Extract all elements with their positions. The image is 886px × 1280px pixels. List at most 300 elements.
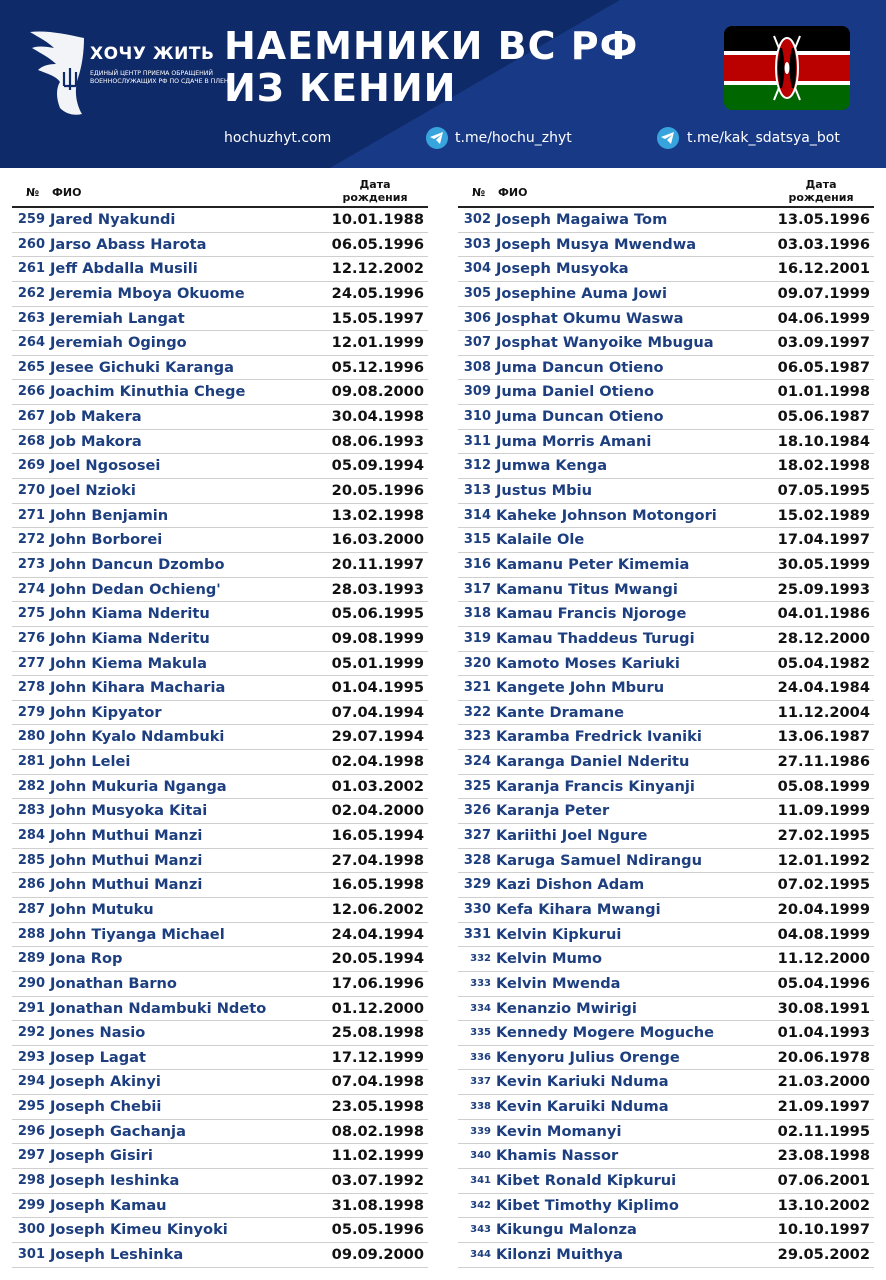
row-birth-date: 08.06.1993 (331, 432, 424, 450)
row-name: Joachim Kinuthia Chege (50, 383, 246, 401)
row-birth-date: 18.10.1984 (777, 432, 870, 450)
table-header (12, 176, 428, 208)
row-name: Jeremia Mboya Okuome (50, 284, 245, 302)
row-birth-date: 17.04.1997 (777, 531, 870, 549)
table-row (458, 701, 874, 726)
row-name: Kenanzio Mwirigi (496, 999, 637, 1017)
row-birth-date: 28.12.2000 (777, 629, 870, 647)
table-row (458, 799, 874, 824)
row-number: 329 (463, 877, 491, 893)
row-birth-date: 03.07.1992 (331, 1171, 424, 1189)
row-name: Justus Mbiu (496, 482, 592, 500)
column-header-date: Дата рождения (342, 178, 408, 204)
row-birth-date: 13.05.1996 (777, 211, 870, 228)
table-row (458, 1169, 874, 1194)
row-birth-date: 11.02.1999 (331, 1147, 424, 1165)
table-row (458, 578, 874, 603)
row-birth-date: 16.05.1998 (331, 876, 424, 894)
table-row (458, 208, 874, 233)
table-row (458, 972, 874, 997)
row-birth-date: 30.04.1998 (331, 408, 424, 426)
row-number: 267 (17, 409, 45, 425)
row-number: 311 (463, 433, 491, 449)
row-birth-date: 11.12.2000 (777, 950, 870, 968)
row-number: 303 (463, 236, 491, 252)
row-birth-date: 07.04.1994 (331, 703, 424, 721)
row-name: John Lelei (50, 753, 131, 771)
row-name: Kennedy Mogere Moguche (496, 1024, 715, 1042)
row-name: Kamanu Peter Kimemia (496, 555, 690, 573)
row-name: Joel Nzioki (50, 482, 136, 500)
row-birth-date: 20.05.1996 (331, 482, 424, 500)
table-row (458, 1070, 874, 1095)
row-name: Josep Lagat (50, 1048, 146, 1066)
row-name: John Muthui Manzi (50, 851, 203, 869)
row-number: 325 (463, 778, 491, 794)
row-number: 334 (470, 1002, 491, 1014)
row-birth-date: 02.11.1995 (777, 1122, 870, 1140)
row-number: 295 (17, 1099, 45, 1115)
table-row (12, 1120, 428, 1145)
row-number: 289 (17, 951, 45, 967)
telegram-icon (657, 127, 679, 149)
table-row (12, 676, 428, 701)
row-number: 320 (463, 655, 491, 671)
row-birth-date: 01.04.1995 (331, 679, 424, 697)
row-number: 271 (17, 507, 45, 523)
column-header-num: № (26, 186, 40, 199)
row-birth-date: 01.01.1998 (777, 383, 870, 401)
row-number: 283 (17, 803, 45, 819)
row-name: Kamau Francis Njoroge (496, 605, 687, 623)
table-row (12, 1218, 428, 1243)
row-number: 265 (17, 359, 45, 375)
table-row (458, 504, 874, 529)
table-row (12, 725, 428, 750)
table-row (12, 701, 428, 726)
table-row (458, 1144, 874, 1169)
table-row (12, 578, 428, 603)
row-birth-date: 25.09.1993 (777, 580, 870, 598)
table-row (458, 405, 874, 430)
row-name: Job Makora (50, 432, 142, 450)
table-row (12, 430, 428, 455)
row-number: 314 (463, 507, 491, 523)
row-name: Joseph Gachanja (50, 1122, 186, 1140)
telegram-icon (426, 127, 448, 149)
row-number: 307 (463, 335, 491, 351)
row-birth-date: 15.05.1997 (331, 309, 424, 327)
right-table-body (458, 208, 874, 1268)
row-birth-date: 12.01.1992 (777, 851, 870, 869)
row-name: Joseph Chebii (50, 1098, 162, 1116)
table-row (458, 307, 874, 332)
row-number: 266 (17, 384, 45, 400)
winged-trident-icon (26, 28, 88, 116)
row-number: 262 (17, 285, 45, 301)
telegram-link-channel[interactable]: t.me/hochu_zhyt (455, 130, 572, 146)
table-row (12, 775, 428, 800)
right-table (458, 176, 874, 1268)
table-row (458, 725, 874, 750)
row-name: Juma Morris Amani (496, 432, 652, 450)
row-name: Jesee Gichuki Karanga (50, 358, 234, 376)
row-birth-date: 05.06.1995 (331, 605, 424, 623)
table-row (458, 1095, 874, 1120)
row-name: Kazi Dishon Adam (496, 876, 645, 894)
row-name: Joseph Kamau (50, 1196, 167, 1214)
row-name: Kefa Kihara Mwangi (496, 900, 661, 918)
table-row (458, 750, 874, 775)
table-row (12, 972, 428, 997)
row-name: John Dancun Dzombo (50, 555, 225, 573)
row-number: 297 (17, 1148, 45, 1164)
row-name: John Borborei (50, 531, 163, 549)
row-name: Josphat Okumu Waswa (496, 309, 684, 327)
table-row (458, 331, 874, 356)
row-name: Job Makera (50, 408, 142, 426)
table-row (12, 873, 428, 898)
table-row (12, 997, 428, 1022)
row-number: 287 (17, 901, 45, 917)
row-birth-date: 20.04.1999 (777, 900, 870, 918)
row-number: 309 (463, 384, 491, 400)
row-name: John Mukuria Nganga (50, 777, 227, 795)
row-birth-date: 06.05.1987 (777, 358, 870, 376)
row-number: 261 (17, 261, 45, 277)
table-row (458, 1120, 874, 1145)
kenya-flag-icon (724, 26, 850, 110)
row-name: Juma Dancun Otieno (496, 358, 664, 376)
table-row (458, 1218, 874, 1243)
table-row (458, 553, 874, 578)
row-birth-date: 04.01.1986 (777, 605, 870, 623)
row-name: Kamau Thaddeus Turugi (496, 629, 695, 647)
row-name: Kelvin Kipkurui (496, 925, 622, 943)
row-name: Juma Duncan Otieno (496, 408, 664, 426)
row-name: Joseph Ieshinka (50, 1171, 180, 1189)
row-birth-date: 11.09.1999 (777, 802, 870, 820)
row-number: 310 (463, 409, 491, 425)
table-row (12, 824, 428, 849)
table-row (458, 233, 874, 258)
row-name: Joseph Akinyi (50, 1073, 161, 1091)
row-name: John Kyalo Ndambuki (50, 728, 225, 746)
row-number: 260 (17, 236, 45, 252)
row-name: Joseph Musya Mwendwa (496, 235, 697, 253)
logo-subtitle: ЕДИНЫЙ ЦЕНТР ПРИЕМА ОБРАЩЕНИЙ ВОЕННОСЛУЖАЩИХ РФ ПО СДАЧЕ В ПЛЕН (90, 70, 229, 85)
row-birth-date: 31.08.1998 (331, 1196, 424, 1214)
row-number: 336 (470, 1051, 491, 1063)
row-birth-date: 15.02.1989 (777, 506, 870, 524)
row-number: 304 (463, 261, 491, 277)
table-row (458, 849, 874, 874)
row-number: 263 (17, 310, 45, 326)
row-birth-date: 04.08.1999 (777, 925, 870, 943)
table-row (12, 1243, 428, 1268)
row-birth-date: 07.04.1998 (331, 1073, 424, 1091)
row-number: 274 (17, 581, 45, 597)
row-name: Kilonzi Muithya (496, 1245, 623, 1263)
row-birth-date: 17.06.1996 (331, 974, 424, 992)
row-number: 294 (17, 1074, 45, 1090)
table-row (12, 1169, 428, 1194)
row-number: 308 (463, 359, 491, 375)
row-name: Karuga Samuel Ndirangu (496, 851, 702, 869)
table-row (12, 233, 428, 258)
row-birth-date: 05.12.1996 (331, 358, 424, 376)
row-birth-date: 01.03.2002 (331, 777, 424, 795)
row-name: John Muthui Manzi (50, 827, 203, 845)
row-name: Kevin Kariuki Nduma (496, 1073, 669, 1091)
row-name: Kamoto Moses Kariuki (496, 654, 680, 672)
row-number: 284 (17, 828, 45, 844)
row-birth-date: 02.04.1998 (331, 753, 424, 771)
row-name: Joel Ngososei (50, 457, 161, 475)
row-birth-date: 28.03.1993 (331, 580, 424, 598)
row-birth-date: 13.10.2002 (777, 1196, 870, 1214)
column-header-name: ФИО (498, 186, 528, 199)
row-name: Jones Nasio (50, 1024, 146, 1042)
logo-title: ХОЧУ ЖИТЬ (90, 44, 215, 64)
row-birth-date: 16.12.2001 (777, 260, 870, 278)
row-name: John Mutuku (50, 900, 154, 918)
table-row (458, 430, 874, 455)
row-birth-date: 05.01.1999 (331, 654, 424, 672)
table-row (458, 528, 874, 553)
telegram-link-bot[interactable]: t.me/kak_sdatsya_bot (687, 130, 840, 146)
table-row (12, 1021, 428, 1046)
row-name: Jumwa Kenga (496, 457, 608, 475)
row-name: Jonathan Barno (50, 974, 177, 992)
column-header-name: ФИО (52, 186, 82, 199)
row-name: Kibet Ronald Kipkurui (496, 1171, 677, 1189)
row-number: 318 (463, 606, 491, 622)
row-birth-date: 12.01.1999 (331, 334, 424, 352)
page-title-line1: НАЕМНИКИ ВС РФ (224, 24, 639, 68)
row-number: 288 (17, 926, 45, 942)
table-row (12, 1046, 428, 1071)
row-name: Karanja Peter (496, 802, 610, 820)
row-number: 316 (463, 556, 491, 572)
row-name: Joseph Magaiwa Tom (496, 211, 668, 228)
row-birth-date: 07.05.1995 (777, 482, 870, 500)
row-number: 323 (463, 729, 491, 745)
row-name: Jonathan Ndambuki Ndeto (50, 999, 267, 1017)
row-birth-date: 05.09.1994 (331, 457, 424, 475)
table-row (12, 627, 428, 652)
table-row (12, 1144, 428, 1169)
row-number: 280 (17, 729, 45, 745)
row-number: 282 (17, 778, 45, 794)
row-birth-date: 24.04.1984 (777, 679, 870, 697)
row-name: John Musyoka Kitai (50, 802, 208, 820)
table-row (458, 676, 874, 701)
row-number: 291 (17, 1000, 45, 1016)
table-row (12, 282, 428, 307)
row-birth-date: 29.07.1994 (331, 728, 424, 746)
row-name: Joseph Gisiri (50, 1147, 153, 1165)
row-name: Kalaile Ole (496, 531, 585, 549)
row-name: Jeff Abdalla Musili (50, 260, 198, 278)
row-number: 317 (463, 581, 491, 597)
row-number: 324 (463, 754, 491, 770)
table-row (458, 775, 874, 800)
row-name: John Tiyanga Michael (50, 925, 225, 943)
row-birth-date: 04.06.1999 (777, 309, 870, 327)
row-number: 322 (463, 704, 491, 720)
row-number: 331 (463, 926, 491, 942)
row-number: 277 (17, 655, 45, 671)
row-number: 302 (463, 212, 491, 227)
row-birth-date: 30.08.1991 (777, 999, 870, 1017)
row-birth-date: 27.02.1995 (777, 827, 870, 845)
table-row (458, 479, 874, 504)
row-name: Josephine Auma Jowi (496, 284, 668, 302)
row-name: John Dedan Ochieng' (50, 580, 221, 598)
row-name: Karanga Daniel Nderitu (496, 753, 690, 771)
row-name: Kikungu Malonza (496, 1221, 637, 1239)
site-link[interactable]: hochuzhyt.com (224, 130, 332, 146)
row-number: 335 (470, 1027, 491, 1039)
table-row (12, 356, 428, 381)
row-number: 293 (17, 1049, 45, 1065)
row-birth-date: 07.02.1995 (777, 876, 870, 894)
row-number: 270 (17, 483, 45, 499)
row-number: 315 (463, 532, 491, 548)
row-number: 281 (17, 754, 45, 770)
header-banner (0, 0, 886, 168)
row-birth-date: 23.05.1998 (331, 1098, 424, 1116)
row-number: 343 (470, 1224, 491, 1236)
row-birth-date: 07.06.2001 (777, 1171, 870, 1189)
table-row (458, 602, 874, 627)
row-name: Juma Daniel Otieno (496, 383, 654, 401)
row-number: 306 (463, 310, 491, 326)
row-number: 279 (17, 704, 45, 720)
row-birth-date: 17.12.1999 (331, 1048, 424, 1066)
table-row (12, 528, 428, 553)
row-birth-date: 13.02.1998 (331, 506, 424, 524)
row-name: Jared Nyakundi (50, 211, 176, 228)
row-birth-date: 20.05.1994 (331, 950, 424, 968)
row-number: 278 (17, 680, 45, 696)
row-name: Joseph Kimeu Kinyoki (50, 1221, 228, 1239)
row-birth-date: 05.04.1982 (777, 654, 870, 672)
row-number: 344 (470, 1248, 491, 1260)
row-name: John Kihara Macharia (50, 679, 226, 697)
table-row (12, 1194, 428, 1219)
row-number: 341 (470, 1174, 491, 1186)
table-row (12, 504, 428, 529)
row-number: 312 (463, 458, 491, 474)
row-number: 269 (17, 458, 45, 474)
table-row (12, 923, 428, 948)
row-birth-date: 13.06.1987 (777, 728, 870, 746)
table-row (12, 553, 428, 578)
table-row (12, 1095, 428, 1120)
table-row (458, 1194, 874, 1219)
row-name: Kamanu Titus Mwangi (496, 580, 678, 598)
table-header (458, 176, 874, 208)
row-birth-date: 01.04.1993 (777, 1024, 870, 1042)
row-number: 332 (470, 953, 491, 965)
row-birth-date: 10.10.1997 (777, 1221, 870, 1239)
table-row (12, 307, 428, 332)
row-number: 339 (470, 1125, 491, 1137)
row-name: John Kiama Nderitu (50, 605, 210, 623)
row-number: 272 (17, 532, 45, 548)
row-name: Kenyoru Julius Orenge (496, 1048, 680, 1066)
row-birth-date: 01.12.2000 (331, 999, 424, 1017)
row-name: John Kipyator (50, 703, 162, 721)
row-number: 286 (17, 877, 45, 893)
left-table-body (12, 208, 428, 1268)
row-birth-date: 11.12.2004 (777, 703, 870, 721)
row-number: 337 (470, 1076, 491, 1088)
row-birth-date: 09.07.1999 (777, 284, 870, 302)
row-number: 264 (17, 335, 45, 351)
row-number: 313 (463, 483, 491, 499)
row-number: 299 (17, 1197, 45, 1213)
row-number: 273 (17, 556, 45, 572)
table-row (458, 1243, 874, 1268)
row-birth-date: 06.05.1996 (331, 235, 424, 253)
table-row (12, 799, 428, 824)
table-row (12, 750, 428, 775)
table-row (12, 405, 428, 430)
table-row (12, 331, 428, 356)
table-row (12, 898, 428, 923)
table-row (458, 454, 874, 479)
table-row (12, 454, 428, 479)
row-birth-date: 05.08.1999 (777, 777, 870, 795)
table-row (12, 208, 428, 233)
row-name: Kevin Momanyi (496, 1122, 622, 1140)
row-number: 330 (463, 901, 491, 917)
row-birth-date: 18.02.1998 (777, 457, 870, 475)
row-number: 321 (463, 680, 491, 696)
table-row (458, 652, 874, 677)
row-number: 328 (463, 852, 491, 868)
row-number: 342 (470, 1199, 491, 1211)
row-number: 319 (463, 630, 491, 646)
row-number: 305 (463, 285, 491, 301)
row-number: 276 (17, 630, 45, 646)
row-number: 298 (17, 1172, 45, 1188)
table-row (458, 873, 874, 898)
row-birth-date: 29.05.2002 (777, 1245, 870, 1263)
column-header-num: № (472, 186, 486, 199)
table-row (12, 947, 428, 972)
column-header-date: Дата рождения (788, 178, 854, 204)
row-name: Joseph Leshinka (50, 1245, 184, 1263)
row-name: Jeremiah Ogingo (50, 334, 187, 352)
row-number: 338 (470, 1101, 491, 1113)
row-number: 326 (463, 803, 491, 819)
row-birth-date: 25.08.1998 (331, 1024, 424, 1042)
row-number: 259 (17, 212, 45, 227)
row-name: Jona Rop (50, 950, 123, 968)
row-number: 292 (17, 1025, 45, 1041)
row-number: 290 (17, 975, 45, 991)
row-name: Kibet Timothy Kiplimo (496, 1196, 679, 1214)
row-name: Kelvin Mumo (496, 950, 603, 968)
logo (26, 24, 229, 124)
row-name: Jeremiah Langat (50, 309, 185, 327)
row-name: Kariithi Joel Ngure (496, 827, 648, 845)
table-row (458, 898, 874, 923)
